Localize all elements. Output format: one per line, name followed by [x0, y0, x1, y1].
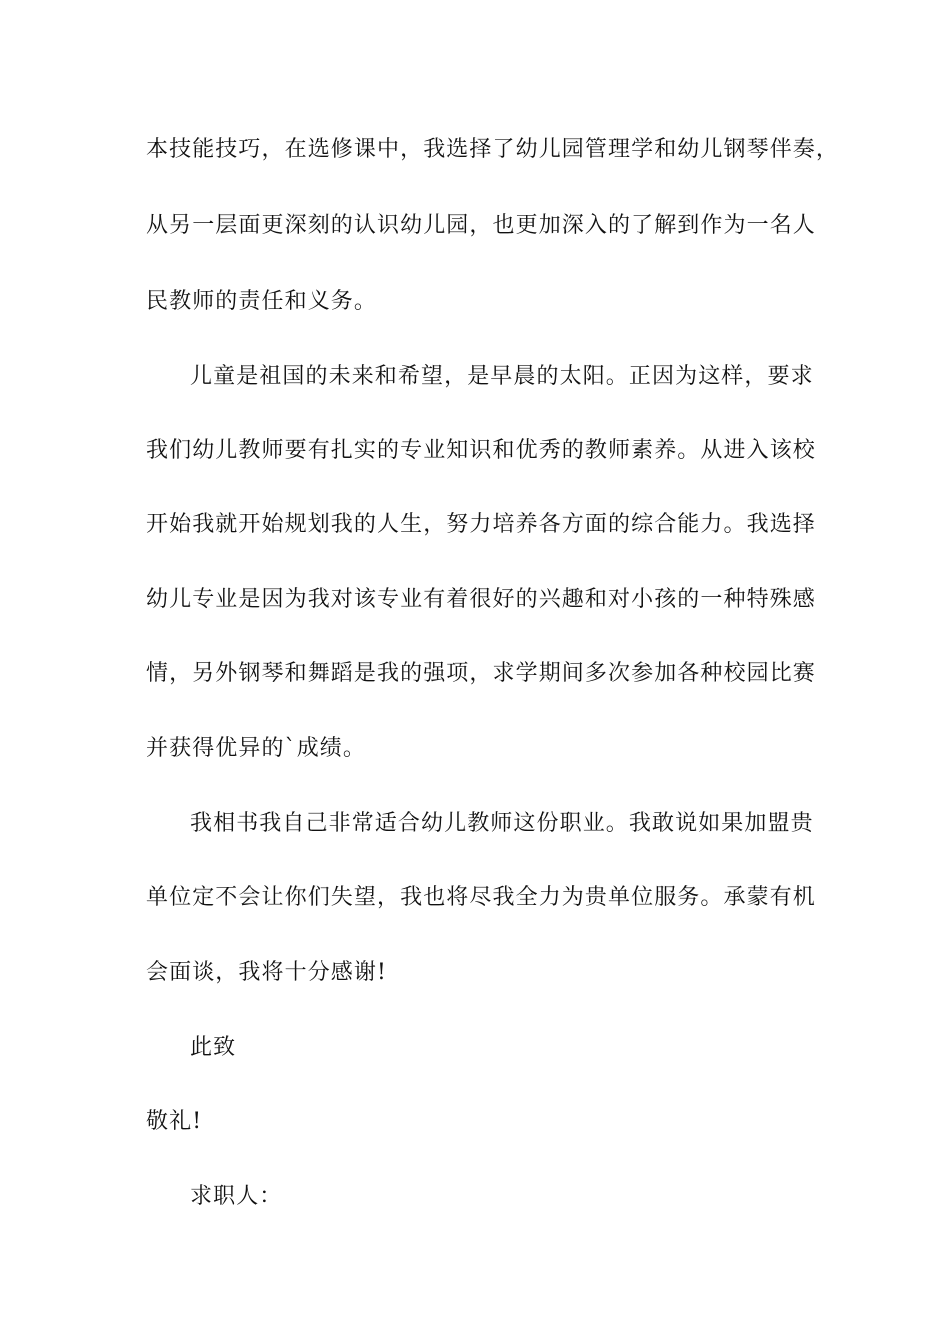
paragraph-line: 儿童是祖国的未来和希望，是早晨的太阳。正因为这样，要求 — [190, 364, 814, 389]
paragraph-line: 本技能技巧，在选修课中，我选择了幼儿园管理学和幼儿钢琴伴奏， — [146, 137, 840, 162]
paragraph-line: 我们幼儿教师要有扎实的专业知识和优秀的教师素养。从进入该校 — [146, 438, 816, 463]
paragraph-line: 并获得优异的`成绩。 — [146, 736, 367, 761]
applicant-signature-label: 求职人： — [190, 1184, 283, 1209]
paragraph-line: 开始我就开始规划我的人生，努力培养各方面的综合能力。我选择 — [146, 512, 816, 537]
paragraph-line: 单位定不会让你们失望，我也将尽我全力为贵单位服务。承蒙有机 — [146, 885, 816, 910]
paragraph-line: 民教师的责任和义务。 — [146, 289, 378, 314]
closing-salutation: 此致 — [190, 1035, 237, 1060]
paragraph-line: 幼儿专业是因为我对该专业有着很好的兴趣和对小孩的一种特殊感 — [146, 587, 816, 612]
paragraph-line: 情，另外钢琴和舞蹈是我的强项，求学期间多次参加各种校园比赛 — [146, 661, 816, 686]
paragraph-line: 我相书我自己非常适合幼儿教师这份职业。我敢说如果加盟贵 — [190, 811, 814, 836]
paragraph-line: 会面谈，我将十分感谢! — [146, 960, 387, 985]
closing-regards: 敬礼! — [146, 1109, 203, 1134]
paragraph-line: 从另一层面更深刻的认识幼儿园，也更加深入的了解到作为一名人 — [146, 213, 816, 238]
